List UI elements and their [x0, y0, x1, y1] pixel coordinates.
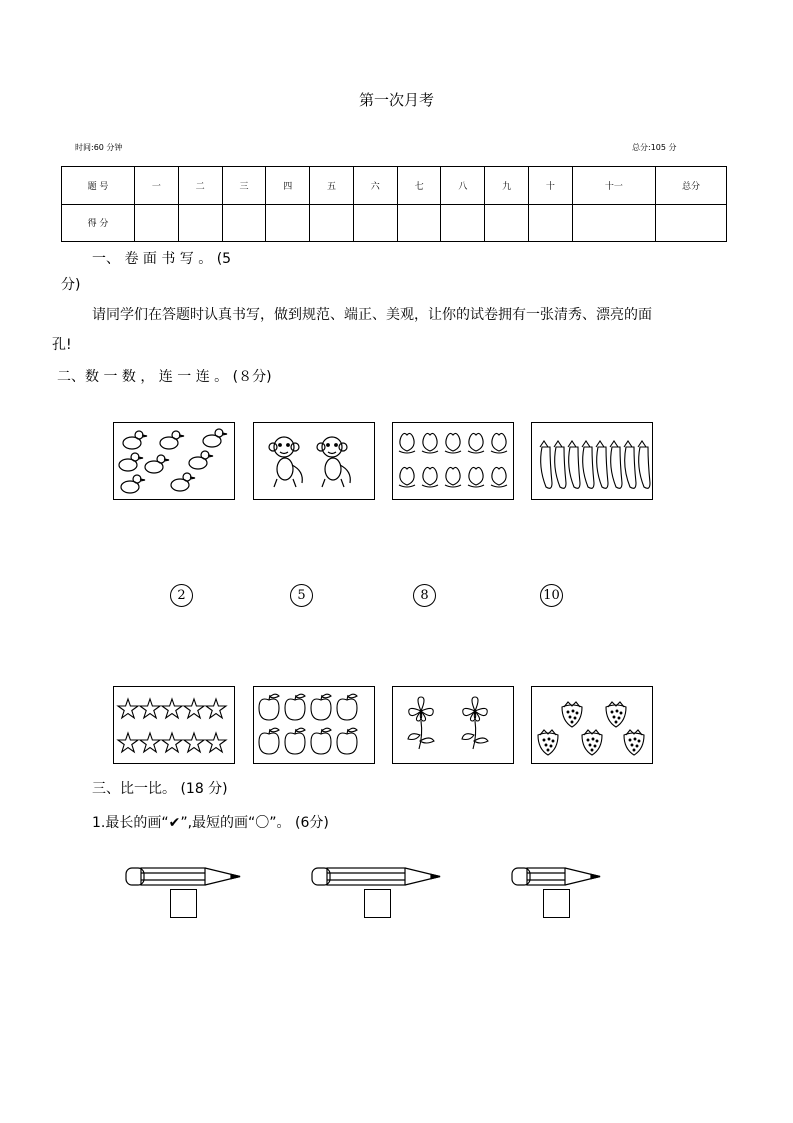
- answer-box-2[interactable]: [364, 889, 391, 918]
- section1-body-cont: 孔!: [52, 337, 72, 353]
- table-cell: 一: [135, 167, 179, 205]
- section2-heading: 二、数 一 数 ， 连 一 连 。 (８分): [57, 369, 272, 385]
- pencil-icon: [126, 868, 240, 885]
- table-cell: 十: [529, 167, 573, 205]
- score-input-cell[interactable]: [310, 204, 354, 242]
- answer-box-3[interactable]: [543, 889, 570, 918]
- picture-eggplants[interactable]: [531, 422, 653, 500]
- table-cell: 题 号: [62, 167, 135, 205]
- number-circle-5[interactable]: 5: [290, 584, 313, 607]
- table-cell: 二: [178, 167, 222, 205]
- score-table-header-row: [62, 167, 727, 205]
- score-input-cell[interactable]: [397, 204, 441, 242]
- table-cell: 六: [353, 167, 397, 205]
- section1-heading-cont: 分): [61, 277, 81, 293]
- score-input-cell[interactable]: [353, 204, 397, 242]
- score-input-cell[interactable]: [441, 204, 485, 242]
- score-table: [61, 166, 727, 242]
- picture-ducks[interactable]: [113, 422, 235, 500]
- picture-flowers[interactable]: [392, 686, 514, 764]
- table-cell: 四: [266, 167, 310, 205]
- score-input-cell[interactable]: [135, 204, 179, 242]
- apple-icon: [254, 687, 374, 763]
- number-circle-2[interactable]: 2: [170, 584, 193, 607]
- star-icon: [114, 687, 234, 763]
- table-cell: 十一: [572, 167, 655, 205]
- score-table-score-row: [62, 204, 727, 242]
- section1-heading: 一、 卷 面 书 写 。 (5: [92, 251, 232, 267]
- duck-icon: [114, 423, 234, 499]
- table-cell: 三: [222, 167, 266, 205]
- table-cell: 七: [397, 167, 441, 205]
- strawberry-icon: [532, 687, 652, 763]
- exam-title: 第一次月考: [358, 91, 434, 109]
- table-cell: 得 分: [62, 204, 135, 242]
- picture-apples[interactable]: [253, 686, 375, 764]
- exam-time: 时间:60 分钟: [75, 143, 123, 152]
- eggplant-icon: [532, 423, 652, 499]
- score-input-cell[interactable]: [222, 204, 266, 242]
- number-circle-8[interactable]: 8: [413, 584, 436, 607]
- score-input-cell[interactable]: [178, 204, 222, 242]
- pencil-icon: [512, 868, 600, 885]
- table-cell: 总分: [656, 167, 727, 205]
- peach-icon: [393, 423, 513, 499]
- section3-question-1: 1.最长的画“✔”,最短的画“〇”。 (6分): [92, 815, 329, 831]
- picture-monkeys[interactable]: [253, 422, 375, 500]
- answer-box-1[interactable]: [170, 889, 197, 918]
- number-circle-10[interactable]: 10: [540, 584, 563, 607]
- picture-strawberries[interactable]: [531, 686, 653, 764]
- table-cell: 九: [485, 167, 529, 205]
- section3-heading: 三、比一比。 (18 分): [92, 781, 228, 797]
- exam-total-score: 总分:105 分: [632, 143, 677, 152]
- table-cell: 八: [441, 167, 485, 205]
- section1-body: 请同学们在答题时认真书写，做到规范、端正、美观，让你的试卷拥有一张清秀、漂亮的面: [92, 307, 652, 323]
- flower-icon: [393, 687, 513, 763]
- score-input-cell[interactable]: [485, 204, 529, 242]
- monkey-icon: [254, 423, 374, 499]
- picture-stars[interactable]: [113, 686, 235, 764]
- pencil-icon: [312, 868, 440, 885]
- score-input-cell[interactable]: [529, 204, 573, 242]
- score-input-cell[interactable]: [656, 204, 727, 242]
- score-input-cell[interactable]: [572, 204, 655, 242]
- picture-peaches[interactable]: [392, 422, 514, 500]
- score-input-cell[interactable]: [266, 204, 310, 242]
- table-cell: 五: [310, 167, 354, 205]
